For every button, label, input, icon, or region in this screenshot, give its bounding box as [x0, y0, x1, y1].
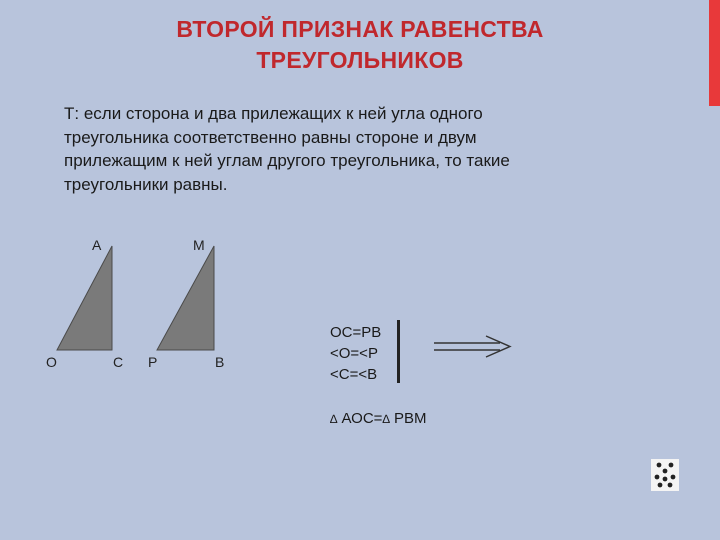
conditions-brace [397, 320, 400, 383]
title-line-2: ТРЕУГОЛЬНИКОВ [256, 47, 464, 73]
theorem-line-3: прилежащим к ней углам другого треугольника, то такие [64, 151, 510, 170]
vertex-label-c: C [113, 354, 124, 370]
triangle-pbm [157, 246, 214, 350]
conditions-list [330, 322, 381, 385]
theorem-line-4: треугольники равны. [64, 174, 228, 194]
vertex-label-o: O [46, 354, 57, 370]
picture-placeholder-icon[interactable] [651, 459, 679, 491]
conclusion [330, 410, 426, 427]
vertex-label-m: M [193, 237, 205, 253]
conclusion-left: АОС= [337, 410, 383, 427]
conclusion-right: РВМ [389, 410, 427, 427]
condition-angle-2: <C=<B [330, 366, 378, 383]
vertex-label-a: A [92, 237, 102, 253]
condition-angle-1: <O=<P [330, 345, 378, 362]
theorem-line-2: треугольника соответственно равны стороне и двум [64, 127, 477, 147]
title-line-1: ВТОРОЙ ПРИЗНАК РАВЕНСТВА [176, 16, 544, 42]
condition-side: OC=PB [330, 324, 382, 341]
vertex-label-b: B [215, 354, 225, 370]
theorem-line-1: Т: если сторона и два прилежащих к ней угла одного [64, 104, 483, 123]
vertex-label-p: P [148, 354, 158, 370]
triangle-aoc [57, 246, 112, 350]
double-arrow-right-icon [434, 336, 510, 357]
triangle-symbol-left: ∆ [330, 412, 338, 426]
triangle-symbol-right: ∆ [382, 412, 390, 426]
